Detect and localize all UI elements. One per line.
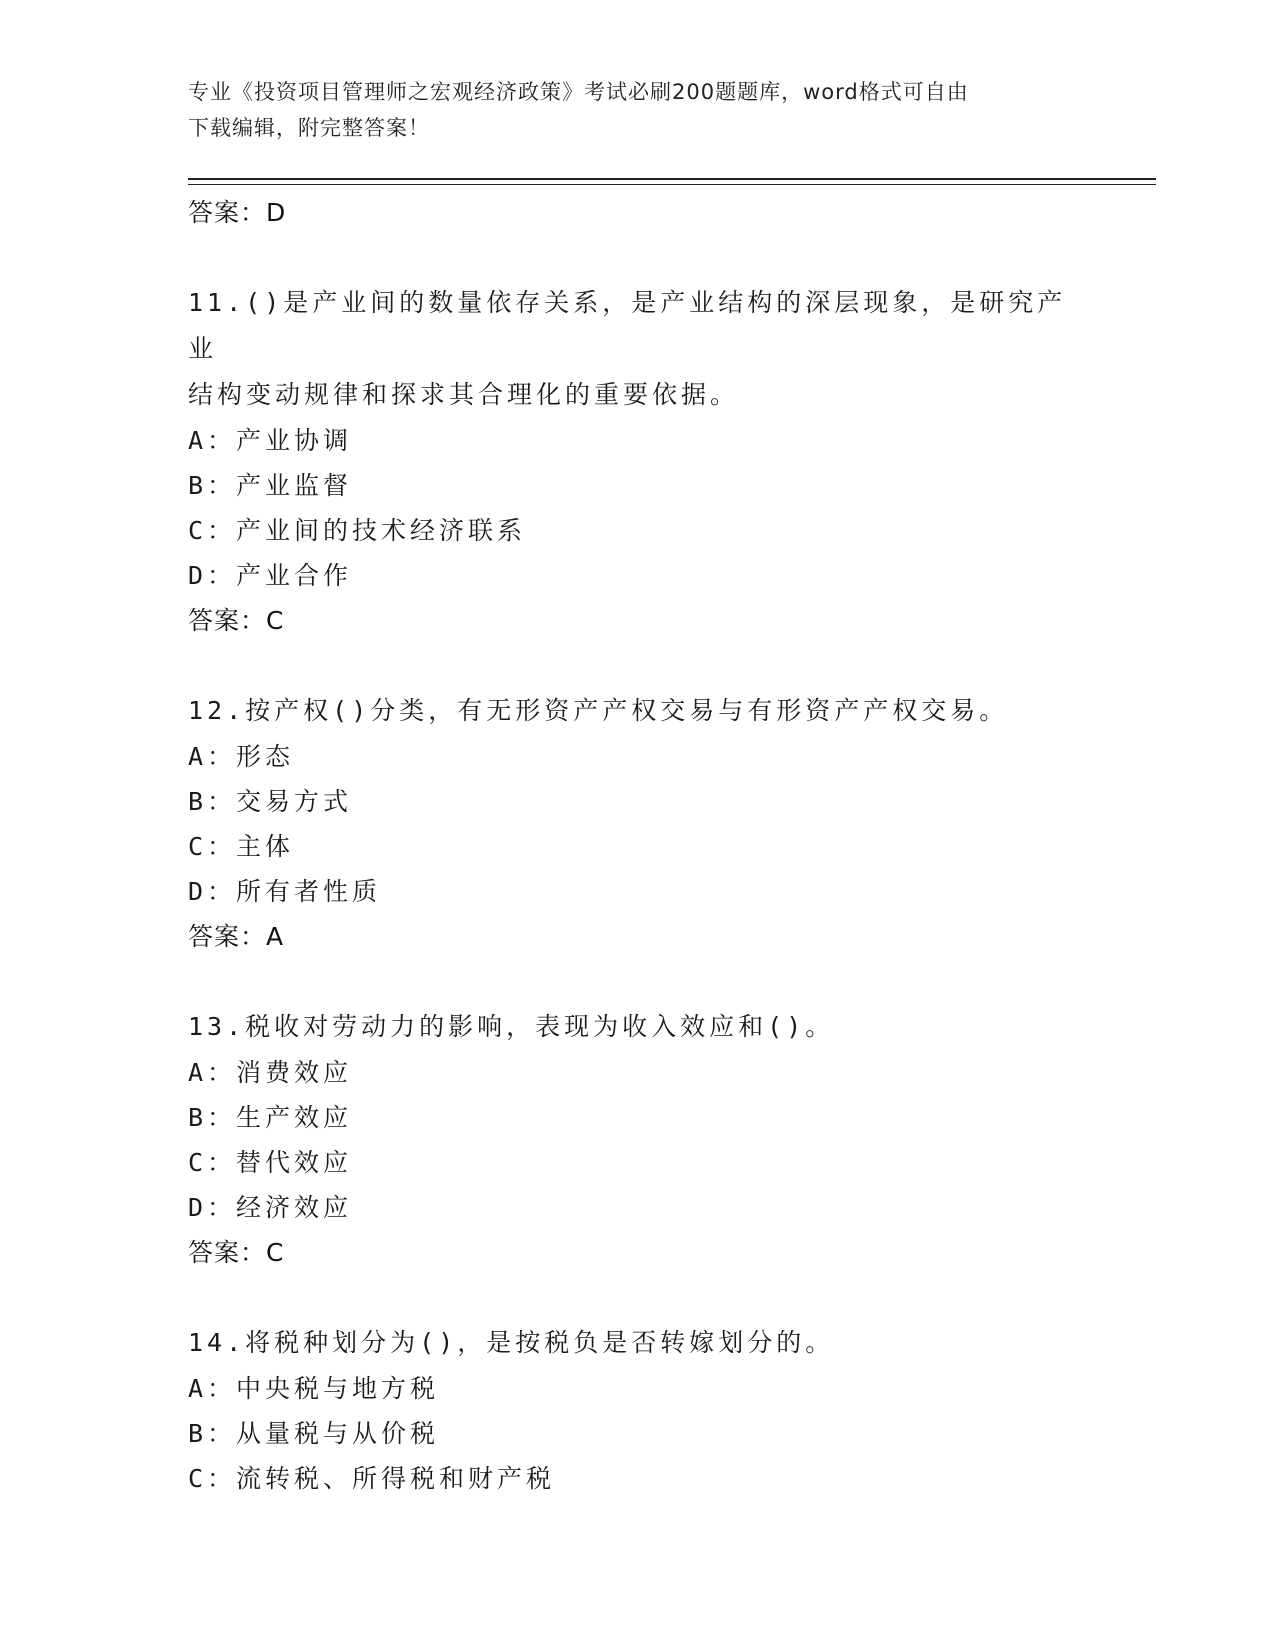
option-d: D：所有者性质	[188, 877, 382, 906]
option-b: B：交易方式	[188, 787, 353, 816]
question-13	[188, 1004, 1156, 1276]
question-stem-line: 12.按产权()分类，有无形资产产权交易与有形资产产权交易。	[188, 696, 1009, 725]
option-a: A：消费效应	[188, 1058, 353, 1087]
question-stem	[188, 1004, 1088, 1050]
document-header	[188, 74, 1088, 146]
question-stem-line: 11.()是产业间的数量依存关系，是产业结构的深层现象，是研究产业	[188, 288, 1067, 363]
option-c: C：替代效应	[188, 1148, 353, 1177]
question-12	[188, 688, 1156, 960]
question-stem-line: 结构变动规律和探求其合理化的重要依据。	[188, 380, 740, 409]
previous-answer: 答案：D	[188, 198, 287, 227]
option-a: A：形态	[188, 742, 295, 771]
question-list	[188, 190, 1156, 1501]
header-divider-thick	[188, 178, 1156, 180]
question-stem-line: 14.将税种划分为()，是按税负是否转嫁划分的。	[188, 1328, 835, 1357]
answer: 答案：C	[188, 1238, 285, 1267]
header-divider-thin	[188, 184, 1156, 185]
answer: 答案：C	[188, 606, 285, 635]
answer: 答案：A	[188, 922, 285, 951]
option-b: B：生产效应	[188, 1103, 353, 1132]
question-stem	[188, 688, 1088, 734]
header-line-2: 下载编辑，附完整答案！	[188, 116, 430, 140]
option-c: C：产业间的技术经济联系	[188, 516, 527, 545]
question-stem	[188, 280, 1088, 418]
question-14	[188, 1320, 1156, 1501]
option-a: A：产业协调	[188, 426, 353, 455]
question-stem	[188, 1320, 1088, 1366]
option-b: B：从量税与从价税	[188, 1419, 440, 1448]
option-d: D：经济效应	[188, 1193, 353, 1222]
option-c: C：流转税、所得税和财产税	[188, 1464, 556, 1493]
option-c: C：主体	[188, 832, 295, 861]
question-stem-line: 13.税收对劳动力的影响，表现为收入效应和()。	[188, 1012, 835, 1041]
header-line-1: 专业《投资项目管理师之宏观经济政策》考试必刷200题题库，word格式可自由	[188, 80, 969, 104]
question-11	[188, 280, 1156, 644]
option-b: B：产业监督	[188, 471, 353, 500]
option-d: D：产业合作	[188, 561, 353, 590]
option-a: A：中央税与地方税	[188, 1374, 440, 1403]
